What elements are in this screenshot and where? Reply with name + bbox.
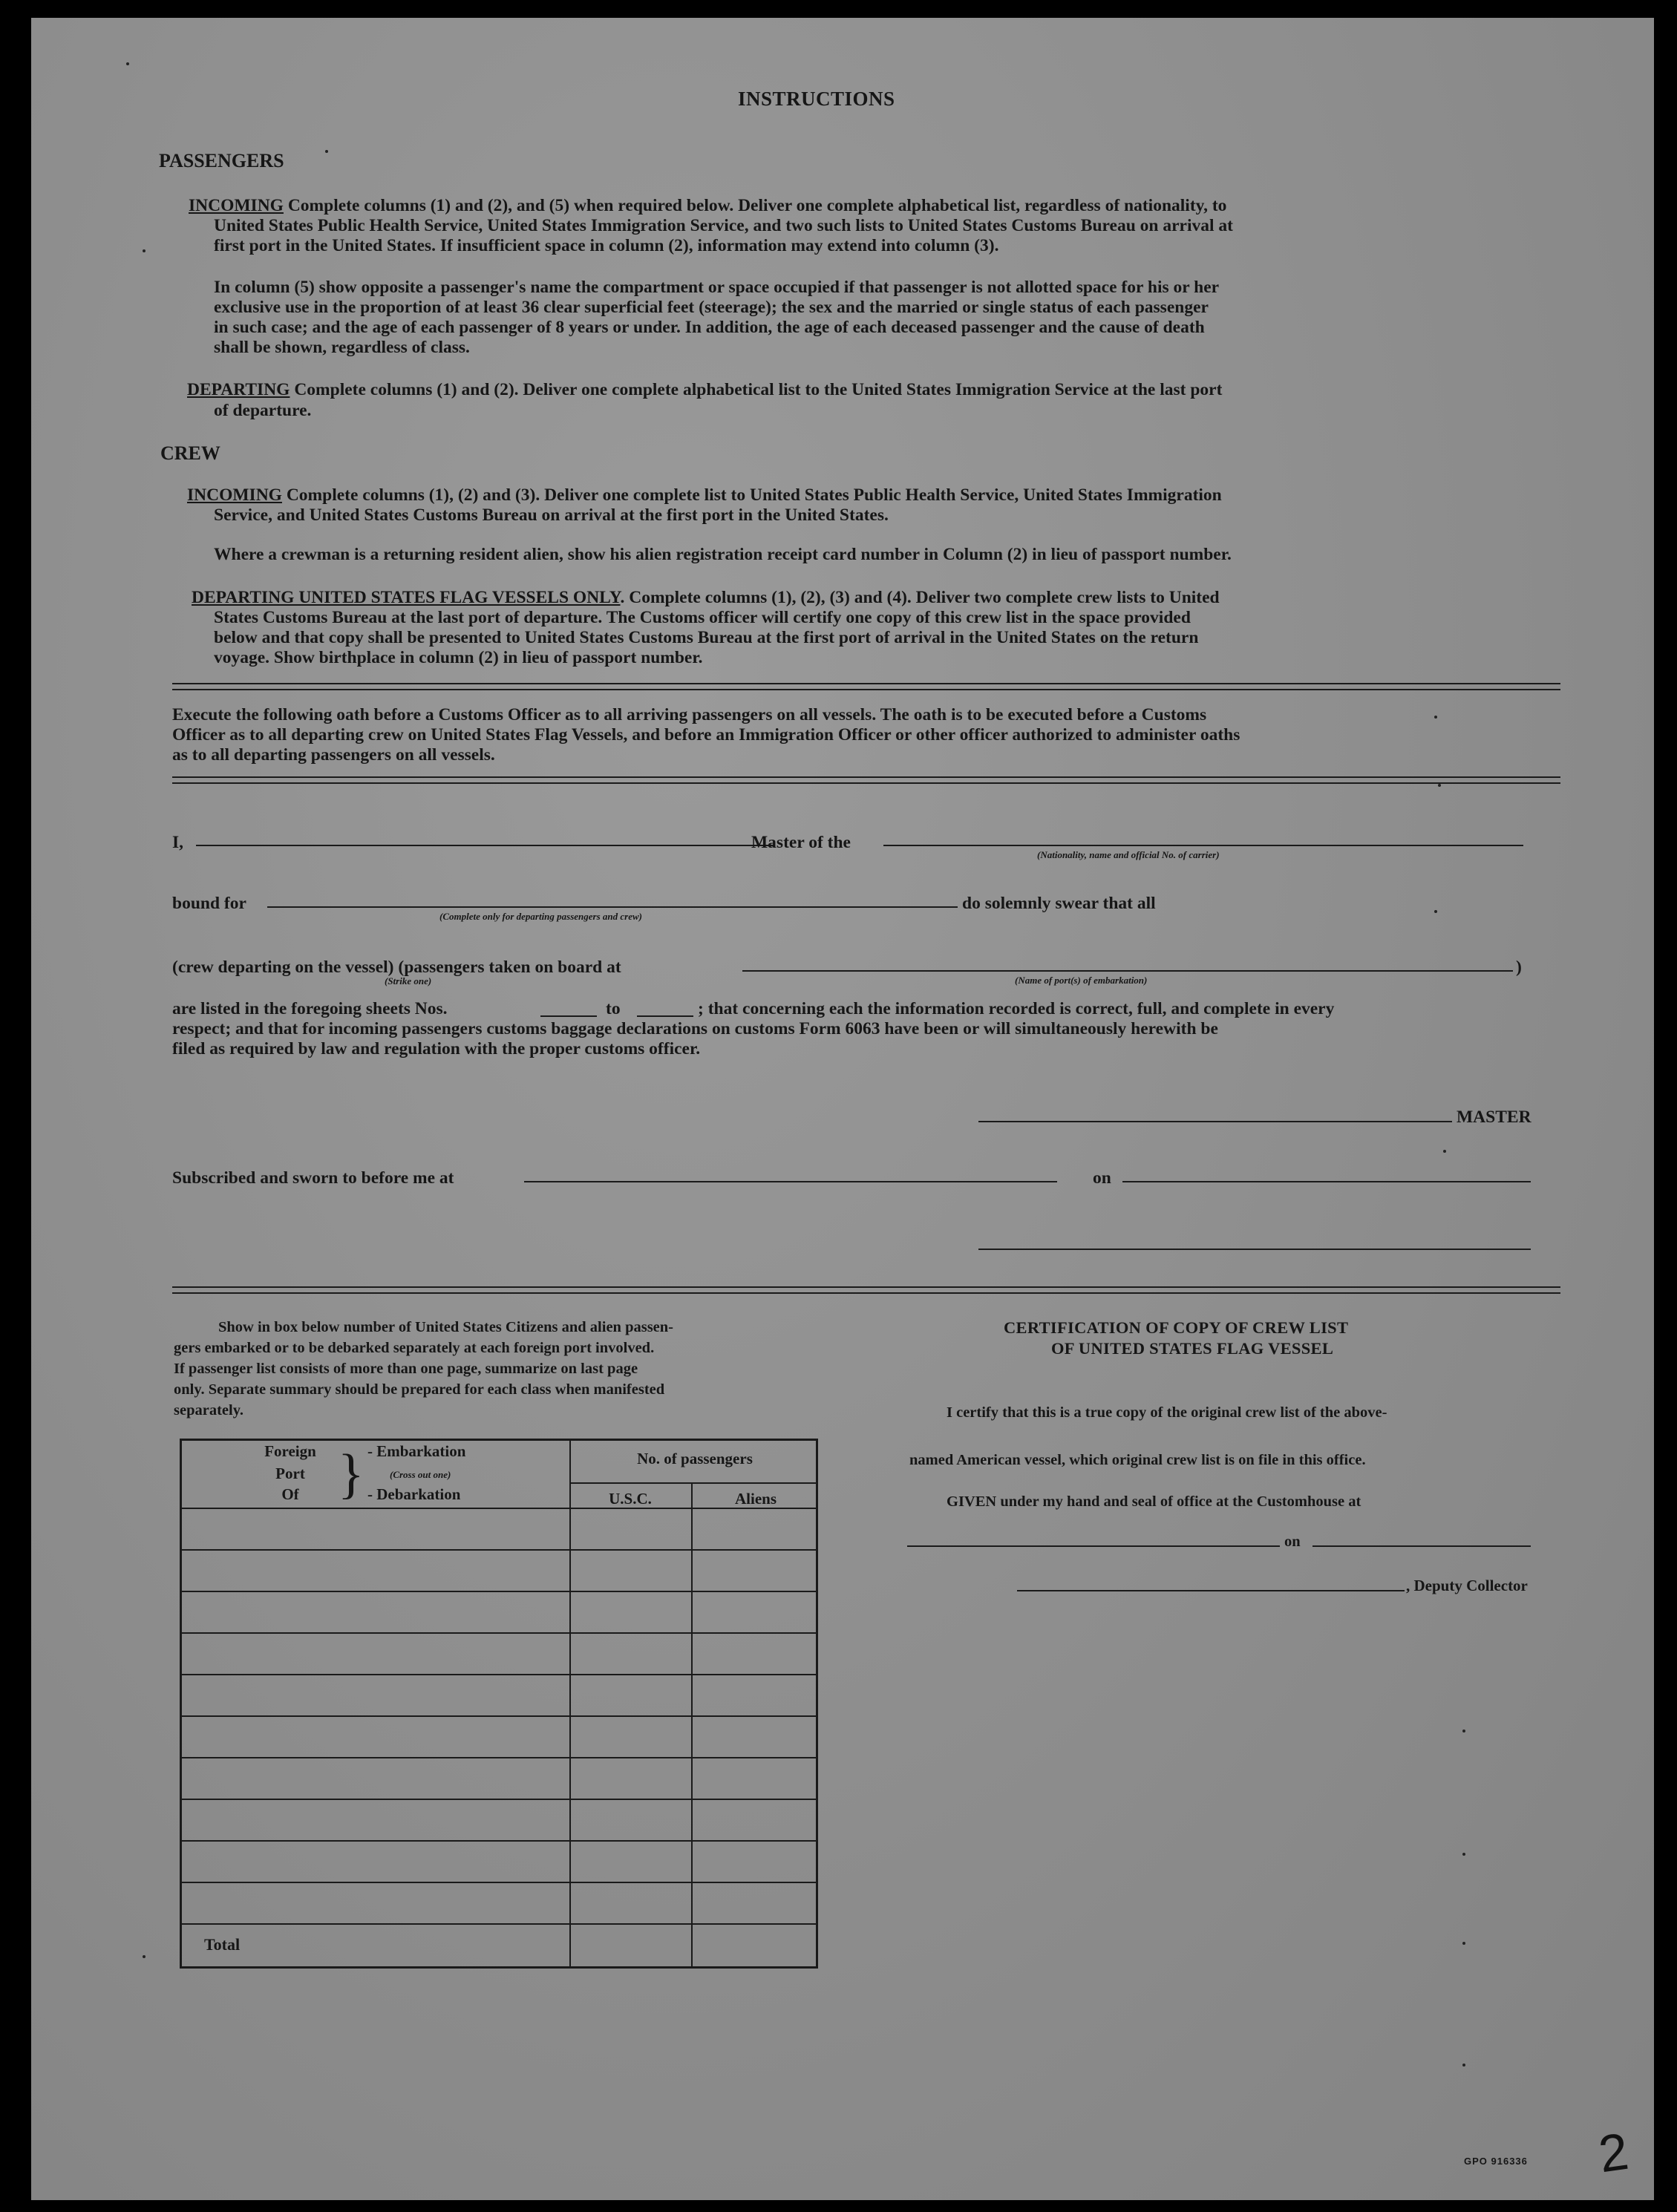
certification-title-1: CERTIFICATION OF COPY OF CREW LIST <box>1004 1318 1349 1337</box>
oath-instruction-line-3: as to all departing passengers on all vessels. <box>172 745 495 765</box>
crew-incoming-line-1: Complete columns (1), (2) and (3). Deliver one complete list to United States Public Health Service, United States Immigration <box>286 485 1222 505</box>
certification-date-line[interactable] <box>1312 1545 1531 1547</box>
deputy-collector-label: , Deputy Collector <box>1406 1577 1528 1594</box>
subscribed-label: Subscribed and sworn to before me at <box>172 1168 454 1188</box>
crew-departing-line-1: . Complete columns (1), (2), (3) and (4). Deliver two complete crew lists to United <box>620 588 1220 607</box>
footer-code: GPO 916336 <box>1464 2156 1528 2167</box>
summary-line-3: If passenger list consists of more than one page, summarize on last page <box>174 1361 638 1377</box>
passenger-summary-table <box>180 1439 818 1969</box>
table-row <box>182 1923 816 1925</box>
passengers-incoming-line-2: United States Public Health Service, United States Immigration Service, and two such lists to United States Customs Bureau on arrival at <box>214 216 1233 235</box>
summary-line-5: separately. <box>174 1402 243 1419</box>
crew-departing-label: DEPARTING UNITED STATES FLAG VESSELS ONLY <box>192 588 621 607</box>
no-passengers-header: No. of passengers <box>637 1450 753 1467</box>
cross-out-note: (Cross out one) <box>390 1469 451 1480</box>
port-label: Port <box>275 1465 305 1482</box>
crew-alien-line: Where a crewman is a returning resident alien, show his alien registration receipt card number in Column (2) in lieu of passport number. <box>214 545 1232 564</box>
oath-instruction-line-1: Execute the following oath before a Customs Officer as to all arriving passengers on all vessels. The oath is to be executed before a Customs <box>172 705 1207 724</box>
listed-part-a: are listed in the foregoing sheets Nos. <box>172 999 448 1018</box>
crew-heading: CREW <box>160 442 220 464</box>
foreign-label: Foreign <box>264 1442 316 1460</box>
table-divider <box>569 1482 816 1484</box>
document-page <box>31 18 1654 2200</box>
close-paren: ) <box>1516 958 1522 977</box>
section-divider <box>172 1286 1560 1294</box>
table-row <box>182 1549 816 1551</box>
carrier-line[interactable] <box>883 845 1523 846</box>
sworn-date-line[interactable] <box>1122 1181 1531 1182</box>
table-row <box>182 1799 816 1800</box>
passengers-heading: PASSENGERS <box>159 150 284 171</box>
table-row <box>182 1840 816 1842</box>
table-divider <box>569 1441 571 1966</box>
port-note: (Name of port(s) of embarkation) <box>1015 975 1148 986</box>
oath-instruction-line-2: Officer as to all departing crew on United States Flag Vessels, and before an Immigration Officer or other officer authorized to administer oaths <box>172 725 1240 745</box>
table-row <box>182 1674 816 1675</box>
sworn-place-line[interactable] <box>524 1181 1057 1182</box>
table-row <box>182 1632 816 1634</box>
passengers-departing-line-2: of departure. <box>214 401 312 420</box>
certification-line-3: GIVEN under my hand and seal of office at the Customhouse at <box>947 1493 1361 1510</box>
complete-only-note: (Complete only for departing passengers and crew) <box>439 911 642 922</box>
debarkation-label: - Debarkation <box>367 1485 461 1503</box>
master-of-the-label: Master of the <box>751 833 851 852</box>
brace-icon: } <box>338 1444 365 1505</box>
table-row <box>182 1757 816 1758</box>
passengers-departing-section <box>187 380 1222 401</box>
table-divider <box>691 1482 693 1966</box>
crew-departing-line-3: below and that copy shall be presented to United States Customs Bureau at the first port of arrival in the United States on the return <box>214 628 1199 647</box>
deputy-signature-line[interactable] <box>1017 1590 1405 1591</box>
section-divider <box>172 776 1560 784</box>
column5-line-3: in such case; and the age of each passenger of 8 years or under. In addition, the age of each deceased passenger and the cause of death <box>214 318 1205 337</box>
officer-signature-line[interactable] <box>978 1249 1531 1250</box>
crew-incoming-label: INCOMING <box>187 485 282 505</box>
crew-departing-section <box>192 588 1220 609</box>
strike-one-note: (Strike one) <box>385 975 432 986</box>
passengers-departing-label: DEPARTING <box>187 380 290 399</box>
scan-speck <box>1462 1730 1465 1732</box>
passengers-incoming-line-1: Complete columns (1) and (2), and (5) when required below. Deliver one complete alphabetical list, regardless of nationality, to <box>287 196 1227 215</box>
aliens-header: Aliens <box>734 1490 777 1508</box>
passengers-incoming-section <box>189 196 1226 217</box>
scan-speck <box>143 249 146 252</box>
of-label: Of <box>281 1485 299 1503</box>
page-title: INSTRUCTIONS <box>738 88 895 110</box>
scan-speck <box>143 1955 146 1958</box>
certification-line-1: I certify that this is a true copy of the original crew list of the above- <box>947 1404 1387 1421</box>
embarkation-port-line[interactable] <box>742 970 1513 972</box>
passengers-incoming-line-3: first port in the United States. If insufficient space in column (2), information may extend into column (3). <box>214 236 999 255</box>
customhouse-line[interactable] <box>907 1545 1280 1547</box>
table-row <box>182 1508 816 1509</box>
embarkation-label: - Embarkation <box>367 1442 466 1460</box>
sheet-from-line[interactable] <box>540 1015 597 1017</box>
column5-line-2: exclusive use in the proportion of at least 36 clear superficial feet (steerage); the sex and the married or single status of each passenger <box>214 298 1209 317</box>
scan-speck <box>1438 784 1441 787</box>
summary-line-4: only. Separate summary should be prepared for each class when manifested <box>174 1381 665 1398</box>
total-label: Total <box>204 1935 241 1954</box>
listed-part-b: ; that concerning each the information recorded is correct, full, and complete in every <box>698 999 1335 1018</box>
scan-speck <box>325 150 328 153</box>
table-row <box>182 1882 816 1883</box>
summary-line-2: gers embarked or to be debarked separately at each foreign port involved. <box>174 1340 655 1356</box>
crew-incoming-line-2: Service, and United States Customs Bureau on arrival at the first port in the United States. <box>214 505 889 525</box>
master-name-line[interactable] <box>196 845 774 846</box>
respect-line: respect; and that for incoming passengers customs baggage declarations on customs Form 6063 have been or will simultaneously herewith be <box>172 1019 1218 1038</box>
handwritten-page-mark: 2 <box>1595 2121 1632 2184</box>
crew-departing-line-2: States Customs Bureau at the last port of departure. The Customs officer will certify one copy of this crew list in the space provided <box>214 608 1191 627</box>
certification-on-label: on <box>1284 1534 1301 1550</box>
scan-speck <box>1462 1853 1465 1856</box>
passengers-departing-line-1: Complete columns (1) and (2). Deliver one complete alphabetical list to the United States Immigration Service at the last port <box>294 380 1223 399</box>
scan-speck <box>1462 1942 1465 1945</box>
certification-line-2: named American vessel, which original crew list is on file in this office. <box>909 1452 1366 1468</box>
usc-header: U.S.C. <box>609 1490 652 1508</box>
solemnly-swear-text: do solemnly swear that all <box>962 894 1156 913</box>
summary-line-1: Show in box below number of United States Citizens and alien passen- <box>218 1319 673 1335</box>
scan-speck <box>1434 910 1437 913</box>
crew-departing-line-4: voyage. Show birthplace in column (2) in lieu of passport number. <box>214 648 703 667</box>
filed-line: filed as required by law and regulation with the proper customs officer. <box>172 1039 701 1058</box>
section-divider <box>172 683 1560 690</box>
bound-for-line[interactable] <box>267 906 958 908</box>
master-label: MASTER <box>1457 1107 1531 1127</box>
bound-for-label: bound for <box>172 894 246 913</box>
crew-departing-text: (crew departing on the vessel) (passengers taken on board at <box>172 958 621 977</box>
column5-line-1: In column (5) show opposite a passenger's name the compartment or space occupied if that passenger is not allotted space for his or her <box>214 278 1220 297</box>
passengers-incoming-label: INCOMING <box>189 196 284 215</box>
table-row <box>182 1715 816 1717</box>
scan-speck <box>126 62 129 65</box>
scan-speck <box>1462 2064 1465 2067</box>
certification-title-2: OF UNITED STATES FLAG VESSEL <box>1051 1339 1334 1358</box>
oath-i-label: I, <box>172 833 184 852</box>
nationality-note: (Nationality, name and official No. of carrier) <box>1037 849 1220 860</box>
crew-incoming-section <box>187 485 1222 506</box>
listed-to-label: to <box>606 999 621 1018</box>
scan-speck <box>1443 1150 1446 1153</box>
sworn-on-label: on <box>1093 1168 1111 1188</box>
column5-line-4: shall be shown, regardless of class. <box>214 338 470 357</box>
sheet-to-line[interactable] <box>637 1015 693 1017</box>
listed-text <box>172 999 448 1020</box>
table-row <box>182 1591 816 1592</box>
summary-instructions <box>174 1317 673 1421</box>
master-signature-line[interactable] <box>978 1121 1452 1122</box>
scan-speck <box>1434 716 1437 719</box>
